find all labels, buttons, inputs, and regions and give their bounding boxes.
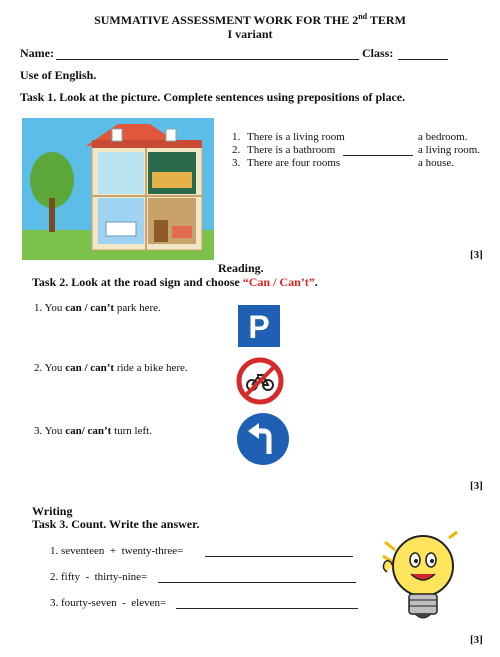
- task3-text: fifty - thirty-nine=: [61, 571, 148, 583]
- house-picture: [22, 118, 214, 260]
- parking-sign: [236, 303, 282, 349]
- task3-text: fourty-seven - eleven=: [61, 597, 167, 609]
- task2-pre: You: [44, 425, 66, 437]
- task1-title: Task 1. Look at the picture. Complete sentences using prepositions of place.: [20, 90, 406, 104]
- parking-letter: P: [248, 309, 270, 345]
- task2-title: [32, 275, 318, 290]
- task1-num: 1.: [232, 131, 241, 143]
- task1-mark: [3]: [470, 249, 483, 261]
- turn-left-sign: [236, 412, 290, 466]
- task1-num: 2.: [232, 144, 241, 156]
- variant-label: I variant: [227, 27, 273, 41]
- task3-num: 2.: [50, 571, 59, 583]
- task2-item: [34, 362, 188, 374]
- task2-choice[interactable]: can / can’t: [65, 362, 115, 374]
- task2-num: 2.: [34, 362, 43, 374]
- task2-post: turn left.: [111, 425, 152, 437]
- task1-right: a living room.: [418, 144, 481, 156]
- task1-left: There is a living room: [247, 131, 345, 143]
- task2-item: [34, 425, 152, 437]
- task2-item: [34, 302, 161, 314]
- task2-num: 1.: [34, 302, 43, 314]
- answer-line[interactable]: [343, 155, 413, 156]
- task2-title-prefix: Task 2. Look at the road sign and choose: [32, 275, 243, 289]
- class-line[interactable]: [398, 59, 448, 60]
- task3-text: seventeen + twenty-three=: [61, 545, 184, 557]
- task3-num: 3.: [50, 597, 59, 609]
- reading-heading: Reading.: [218, 261, 264, 275]
- task1-item: [232, 157, 340, 169]
- task1-num: 3.: [232, 157, 241, 169]
- task3-item: [50, 571, 147, 583]
- title-main: SUMMATIVE ASSESSMENT WORK FOR THE 2: [94, 13, 359, 27]
- task1-left: There are four rooms: [247, 157, 341, 169]
- title-end: TERM: [367, 13, 406, 27]
- use-of-english-heading: Use of English.: [20, 68, 97, 82]
- task2-post: park here.: [114, 302, 161, 314]
- task3-item: [50, 545, 183, 557]
- task3-mark: [3]: [470, 634, 483, 646]
- task1-left: There is a bathroom: [247, 144, 336, 156]
- task1-item: [232, 144, 335, 156]
- class-label: Class:: [362, 46, 394, 60]
- task3-num: 1.: [50, 545, 59, 557]
- title-sup: nd: [358, 12, 368, 21]
- task1-right: a house.: [418, 157, 455, 169]
- task2-mark: [3]: [470, 480, 483, 492]
- task2-pre: You: [44, 362, 66, 374]
- task2-num: 3.: [34, 425, 43, 437]
- no-bicycles-sign: [236, 357, 284, 405]
- name-label: Name:: [20, 46, 54, 60]
- task2-choice[interactable]: can/ can’t: [65, 425, 112, 437]
- task2-post: ride a bike here.: [114, 362, 188, 374]
- lightbulb-icon: [375, 528, 465, 624]
- task3-item: [50, 597, 166, 609]
- task2-choice[interactable]: can / can’t: [65, 302, 115, 314]
- answer-line[interactable]: [176, 608, 358, 609]
- answer-line[interactable]: [205, 556, 353, 557]
- task2-title-red: “Can / Can’t”: [242, 275, 315, 289]
- task2-pre: You: [44, 302, 66, 314]
- page-title: [0, 12, 500, 28]
- task2-title-suffix: .: [314, 275, 318, 289]
- task3-title: Task 3. Count. Write the answer.: [32, 517, 200, 531]
- answer-line[interactable]: [158, 582, 356, 583]
- writing-heading: Writing: [32, 504, 73, 518]
- name-line[interactable]: [56, 59, 359, 60]
- task1-right: a bedroom.: [418, 131, 468, 143]
- task1-item: [232, 131, 345, 143]
